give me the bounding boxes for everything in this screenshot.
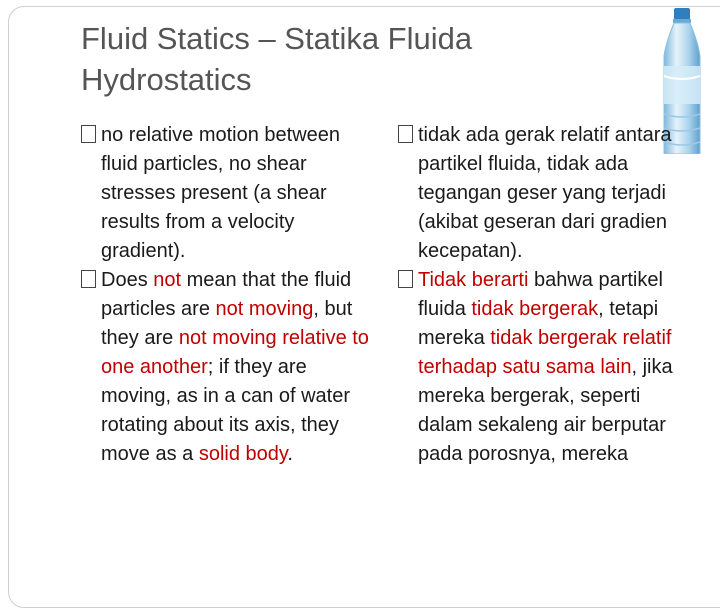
title-line-1: Fluid Statics – Statika Fluida [81,21,473,56]
checkbox-bullet-icon [398,270,413,288]
bullet-text: tidak ada gerak relatif antara partikel fluida, tidak ada tegangan geser yang terjadi (akibat geseran dari gradien kecepatan). [418,124,672,262]
list-item [81,121,371,266]
slide-title [81,18,601,100]
bullet-text-segment: , but they are [101,298,353,349]
emphasis-text: not moving relative to one another [101,327,369,378]
checkbox-bullet-icon [398,125,413,143]
bullet-text-segment: Does [101,269,154,291]
checkbox-bullet-icon [81,125,96,143]
emphasis-text: not moving [215,298,314,320]
list-item [81,266,371,469]
emphasis-text: tidak bergerak relatif terhadap satu sama lain [418,327,672,378]
bullet-text-segment: ; if they are moving, as in a can of water rotating about its axis, they move as a [101,356,351,465]
checkbox-bullet-icon [81,270,96,288]
emphasis-text: solid body [198,443,288,465]
emphasis-text: tidak bergerak [471,298,599,320]
bullet-text-segment: , jika mereka bergerak, seperti dalam sekaleng air berputar pada porosnya, mereka [418,356,673,465]
english-column [81,121,371,469]
title-line-2: Hydrostatics [81,62,252,97]
emphasis-text: not [153,269,182,291]
list-item [398,266,698,469]
bullet-text-segment: bahwa partikel fluida [418,269,663,320]
emphasis-text: Tidak berarti [418,269,529,291]
list-item [398,121,698,266]
bullet-text-segment: . [287,443,293,465]
bullet-text-segment: mean that the fluid particles are [101,269,352,320]
bullet-text: no relative motion between fluid particles, no shear stresses present (a shear results from a velocity gradient). [101,124,341,262]
bullet-text-segment: , tetapi mereka [418,298,659,349]
indonesian-column [398,121,698,469]
